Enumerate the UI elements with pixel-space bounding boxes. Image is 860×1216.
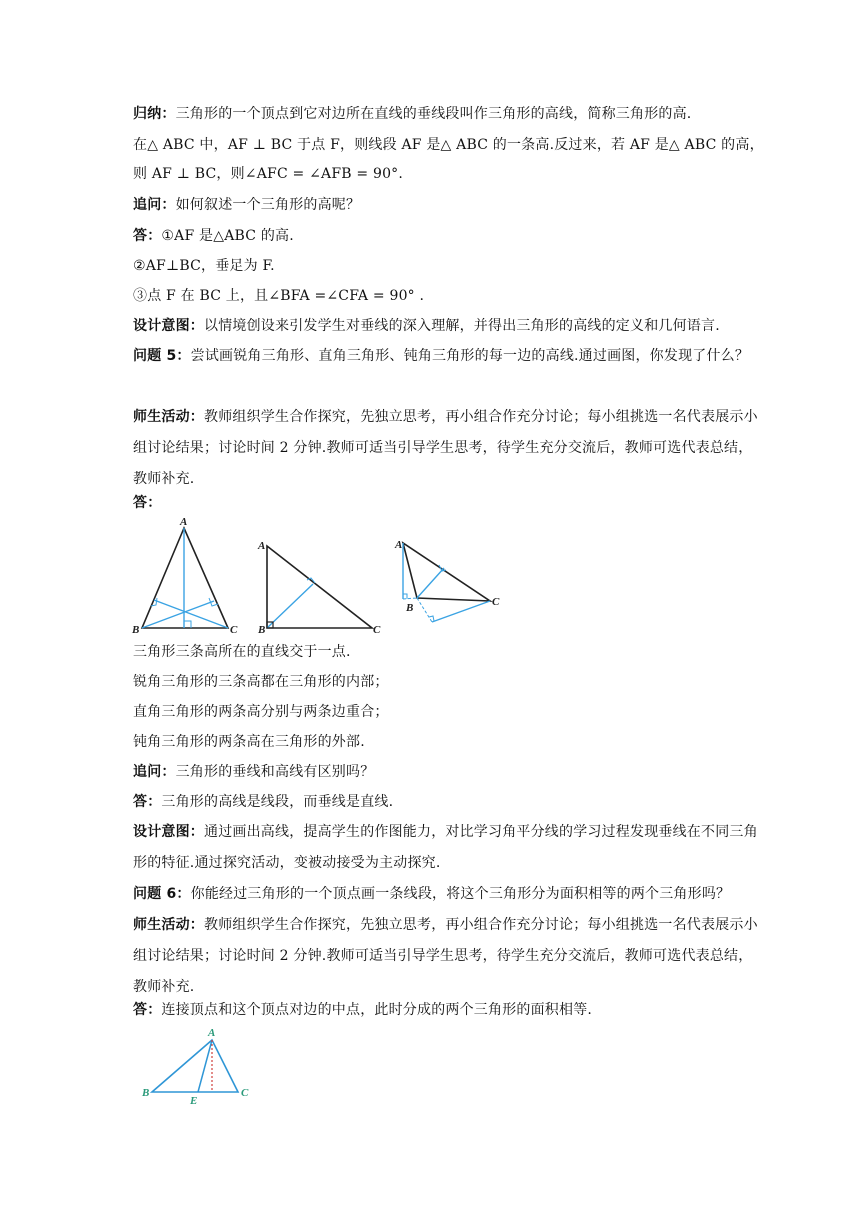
activity5-label: 师生活动： [133,409,204,425]
summary-text: 三角形的一个顶点到它对边所在直线的垂线段叫作三角形的高线，简称三角形的高. [175,106,692,122]
fig3-label-b: B [406,602,414,614]
median-ae [198,1040,212,1092]
fig4-label-e: E [190,1095,198,1107]
fig3-label-a: A [395,539,403,551]
fig1-label-a: A [180,516,188,528]
answer1-item3: ③点 F 在 BC 上，且∠BFA =∠CFA = 90° . [133,288,425,304]
fig4-label-c: C [241,1087,249,1099]
fig3-label-c: C [492,596,500,608]
fig4-label-a: A [208,1027,216,1039]
question6-label: 问题 6： [133,886,191,902]
followup2-text: 三角形的垂线和高线有区别吗？ [175,764,375,780]
fig1-label-b: B [132,624,140,636]
finding-4: 钝角三角形的两条高在三角形的外部. [133,734,365,750]
followup1-text: 如何叙述一个三角形的高呢？ [175,197,361,213]
fig2-label-b: B [258,624,266,636]
activity6-text: 教师组织学生合作探究，先独立思考，再小组合作充分讨论；每小组挑选一名代表展示小组讨论结果；讨论时间 2 分钟.教师可适当引导学生思考，待学生充分交流后，教师可选代表总结，教师补充. [133,917,758,995]
question5-text: 尝试画锐角三角形、直角三角形、钝角三角形的每一边的高线.通过画图，你发现了什么？ [190,348,750,364]
summary-label: 归纳： [133,106,176,122]
activity5-text: 教师组织学生合作探究，先独立思考，再小组合作充分讨论；每小组挑选一名代表展示小组讨论结果；讨论时间 2 分钟.教师可适当引导学生思考，待学生充分交流后，教师可选代表总结，教师补充. [133,409,758,487]
definition-line1: 在△ ABC 中，AF ⊥ BC 于点 F，则线段 AF 是△ ABC 的一条高.反过来，若 AF 是△ ABC 的高， [133,137,764,153]
fig2-label-c: C [373,624,381,636]
design1-label: 设计意图： [133,318,204,334]
question5-label: 问题 5： [133,348,191,364]
activity6-label: 师生活动： [133,917,204,933]
answer1-item1: ①AF 是△ABC 的高. [161,228,294,244]
fig1-label-c: C [230,624,238,636]
answer6-text: 连接顶点和这个顶点对边的中点，此时分成的两个三角形的面积相等. [161,1002,593,1018]
fig2-label-a: A [258,540,266,552]
followup1-label: 追问： [133,197,176,213]
finding-3: 直角三角形的两条高分别与两条边重合； [133,704,389,720]
median-triangle [152,1040,238,1092]
question6-text: 你能经过三角形的一个顶点画一条线段，将这个三角形分为面积相等的两个三角形吗？ [190,886,731,902]
answer5-label: 答： [133,495,162,511]
finding-1: 三角形三条高所在的直线交于一点. [133,644,351,660]
definition-line2: 则 AF ⊥ BC，则∠AFC = ∠AFB = 90°. [133,166,404,182]
answer2-text: 三角形的高线是线段，而垂线是直线. [161,794,394,810]
answer1-item2: ②AF⊥BC，垂足为 F. [133,258,275,274]
design1-text: 以情境创设来引发学生对垂线的深入理解，并得出三角形的高线的定义和几何语言. [204,318,720,334]
fig4-label-b: B [142,1087,150,1099]
followup2-label: 追问： [133,764,176,780]
answer6-label: 答： [133,1002,162,1018]
design2-label: 设计意图： [133,824,204,840]
design2-text: 通过画出高线，提高学生的作图能力，对比学习角平分线的学习过程发现垂线在不同三角形的特征.通过探究活动，变被动接受为主动探究. [133,824,758,871]
answer1-label: 答： [133,228,162,244]
answer2-label: 答： [133,794,162,810]
finding-2: 锐角三角形的三条高都在三角形的内部； [133,674,389,690]
